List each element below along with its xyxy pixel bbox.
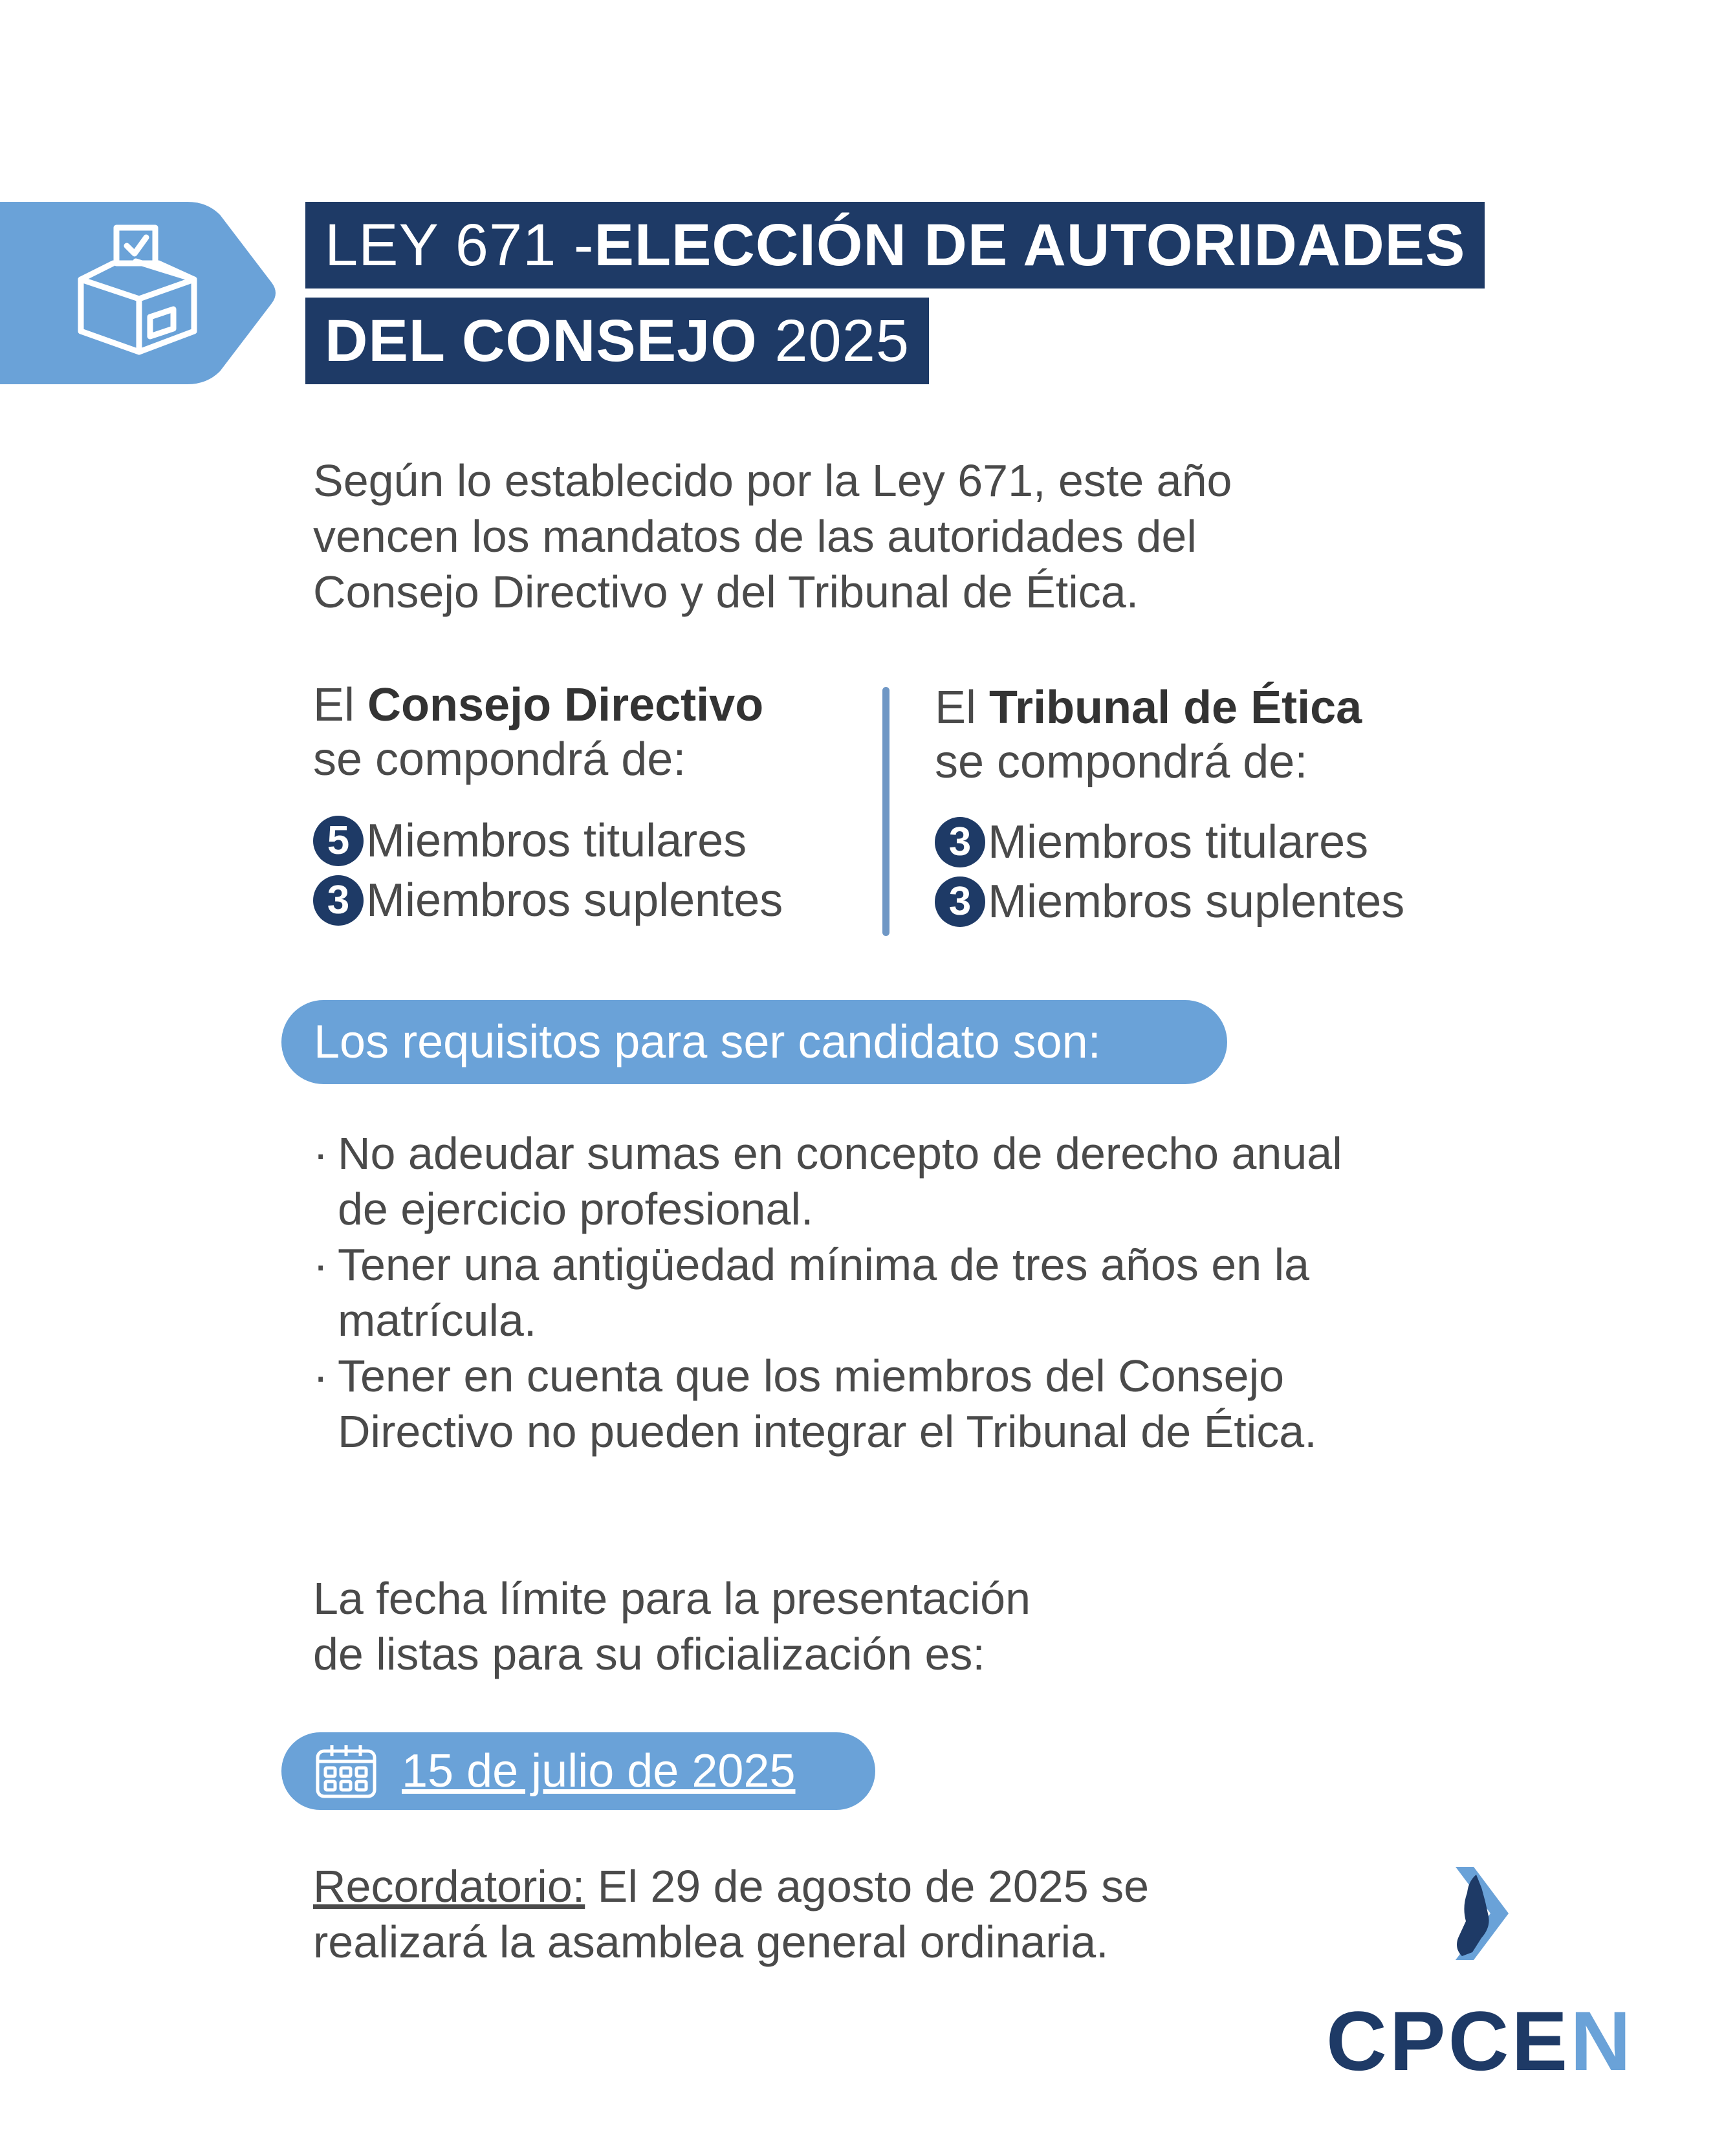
count-badge: 5 [313, 816, 364, 866]
count-badge: 3 [935, 817, 985, 867]
consejo-directivo-members [313, 811, 783, 930]
reminder-text: Recordatorio: El 29 de agosto de 2025 se realizará la asamblea general ordinaria. [313, 1861, 1150, 1967]
list-item: · Tener una antigüedad mínima de tres años en la matrícula. [313, 1237, 1478, 1348]
list-item: · Tener en cuenta que los miembros del Consejo Directivo no pueden integrar el Tribunal de Ética. [313, 1348, 1478, 1459]
deadline-date-badge[interactable] [281, 1732, 875, 1810]
deadline-text: La fecha límite para la presentación de listas para su oficialización es: [313, 1573, 1031, 1679]
tribunal-etica-heading: El Tribunal de Ética se compondrá de: [935, 682, 1362, 788]
list-item: 3 Miembros suplentes [935, 872, 1404, 931]
intro-paragraph: Según lo establecido por la Ley 671, este año vencen los mandatos de las autoridades del Consejo Directivo y del Tribunal de Ética. [313, 455, 1232, 617]
count-badge: 3 [313, 875, 364, 926]
consejo-directivo-heading: El Consejo Directivo se compondrá de: [313, 679, 764, 785]
requirements-list [313, 1126, 1478, 1459]
requirements-heading: Los requisitos para ser candidato son: [281, 1000, 1227, 1084]
cpcen-logo-icon [1436, 1862, 1533, 1978]
count-badge: 3 [935, 877, 985, 927]
title-line-1: LEY 671 -ELECCIÓN DE AUTORIDADES [305, 202, 1485, 289]
calendar-icon [315, 1743, 377, 1799]
ballot-box-icon [0, 202, 278, 384]
list-item: 3 Miembros suplentes [313, 871, 783, 930]
list-item: 5 Miembros titulares [313, 811, 783, 871]
cpcen-logo-text: CPCEN [1326, 1994, 1634, 2088]
list-item: · No adeudar sumas en concepto de derecho anual de ejercicio profesional. [313, 1126, 1478, 1237]
list-item: 3 Miembros titulares [935, 812, 1404, 872]
tribunal-etica-members [935, 812, 1404, 931]
title-line-2: DEL CONSEJO 2025 [305, 298, 929, 384]
deadline-date[interactable]: 15 de julio de 2025 [402, 1745, 796, 1797]
column-divider [882, 687, 889, 936]
